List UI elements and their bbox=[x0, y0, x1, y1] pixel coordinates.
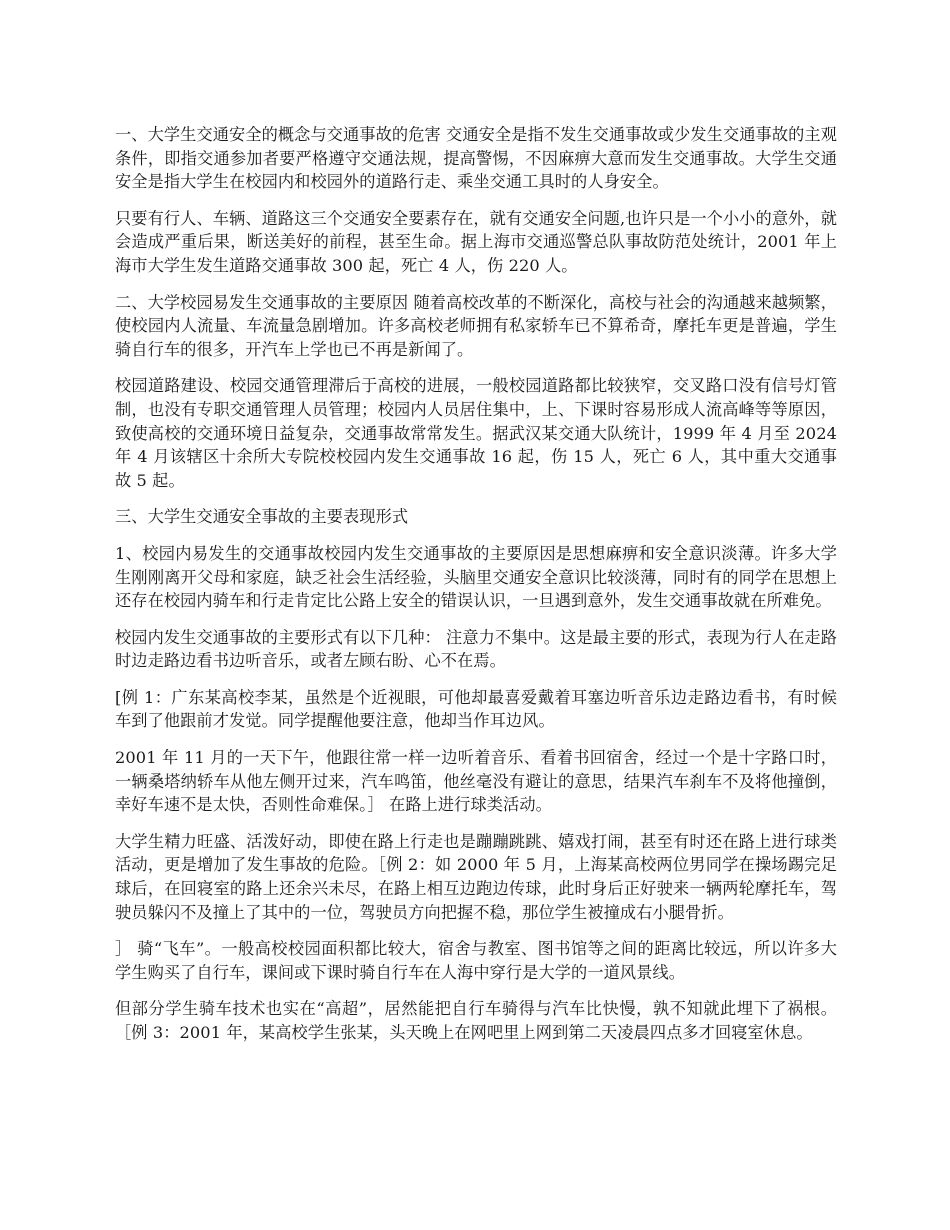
paragraph-fast-cycling: ］ 骑“飞车”。一般高校校园面积都比较大，宿舍与教室、图书馆等之间的距离比较远，所以许多大学生购买了自行车，课间或下课时骑自行车在人海中穿行是大学的一道风景线。 bbox=[115, 939, 837, 982]
paragraph-concept: 一、大学生交通安全的概念与交通事故的危害 交通安全是指不发生交通事故或少发生交通事故的主观条件，即指交通参加者要严格遵守交通法规，提高警惕，不因麻痹大意而发生交通事故。大学生交通安全是指大学生在校园内和校园外的道路行走、乘坐交通工具时的人身安全。 bbox=[115, 125, 837, 192]
paragraph-campus-accidents: 1、校园内易发生的交通事故校园内发生交通事故的主要原因是思想麻痹和安全意识淡薄。许多大学生刚刚离开父母和家庭，缺乏社会生活经验，头脑里交通安全意识比较淡薄，同时有的同学在思想上还存在校园内骑车和行走肯定比公路上安全的错误认识，一旦遇到意外，发生交通事故就在所难免。 bbox=[115, 543, 837, 611]
document-body bbox=[115, 123, 837, 1058]
paragraph-example-1: [例 1：广东某高校李某，虽然是个近视眼，可他却最喜爱戴着耳塞边听音乐边走路边看书，有时候车到了他跟前才发觉。同学提醒他要注意，他却当作耳边风。 bbox=[115, 687, 837, 731]
paragraph-causes: 二、大学校园易发生交通事故的主要原因 随着高校改革的不断深化，高校与社会的沟通越来越频繁，使校园内人流量、车流量急剧增加。许多高校老师拥有私家轿车已不算希奇，摩托车更是普遍，学生骑自行车的很多，开汽车上学也已不再是新闻了。 bbox=[115, 292, 837, 359]
paragraph-campus-roads: 校园道路建设、校园交通管理滞后于高校的进展，一般校园道路都比较狭窄，交叉路口没有信号灯管制，也没有专职交通管理人员管理；校园内人员居住集中，上、下课时容易形成人流高峰等等原因，致使高校的交通环境日益复杂，交通事故常常发生。据武汉某交通大队统计，1999 年 4 月至 2024 年 4 月该辖区十余所大专院校校园内发生交通事故 16 起，伤 15 人，死亡 6 人，其中重大交通事故 5 起。 bbox=[115, 376, 837, 490]
paragraph-example-3: 但部分学生骑车技术也实在“高超”，居然能把自行车骑得与汽车比快慢，孰不知就此埋下了祸根。［例 3：2001 年，某高校学生张某，头天晚上在网吧里上网到第二天凌晨四点多才回寝室休息。 bbox=[115, 999, 837, 1042]
paragraph-example-2: 大学生精力旺盛、活泼好动，即使在路上行走也是蹦蹦跳跳、嬉戏打闹，甚至有时还在路上进行球类活动，更是增加了发生事故的危险。［例 2：如 2000 年 5 月，上海某高校两位男同学在操场踢完足球后，在回寝室的路上还余兴未尽，在路上相互边跑边传球，此时身后正好驶来一辆两轮摩托车，驾驶员躲闪不及撞上了其中的一位，驾驶员方向把握不稳，那位学生被撞成右小腿骨折。 bbox=[115, 831, 837, 922]
paragraph-main-forms: 校园内发生交通事故的主要形式有以下几种： 注意力不集中。这是最主要的形式，表现为行人在走路时边走路边看书边听音乐，或者左顾右盼、心不在焉。 bbox=[115, 627, 837, 671]
section-heading-forms: 三、大学生交通安全事故的主要表现形式 bbox=[115, 507, 409, 527]
paragraph-statistics-shanghai: 只要有行人、车辆、道路这三个交通安全要素存在，就有交通安全问题,也许只是一个小小的意外，就会造成严重后果，断送美好的前程，甚至生命。据上海市交通巡警总队事故防范处统计，2001 年上海市大学生发生道路交通事故 300 起，死亡 4 人，伤 220 人。 bbox=[115, 208, 837, 275]
paragraph-example-1-detail: 2001 年 11 月的一天下午，他跟往常一样一边听着音乐、看着书回宿舍，经过一个是十字路口时，一辆桑塔纳轿车从他左侧开过来，汽车鸣笛，他丝毫没有避让的意思，结果汽车刹车不及将他撞倒，幸好车速不是太快，否则性命难保。］ 在路上进行球类活动。 bbox=[115, 748, 837, 815]
